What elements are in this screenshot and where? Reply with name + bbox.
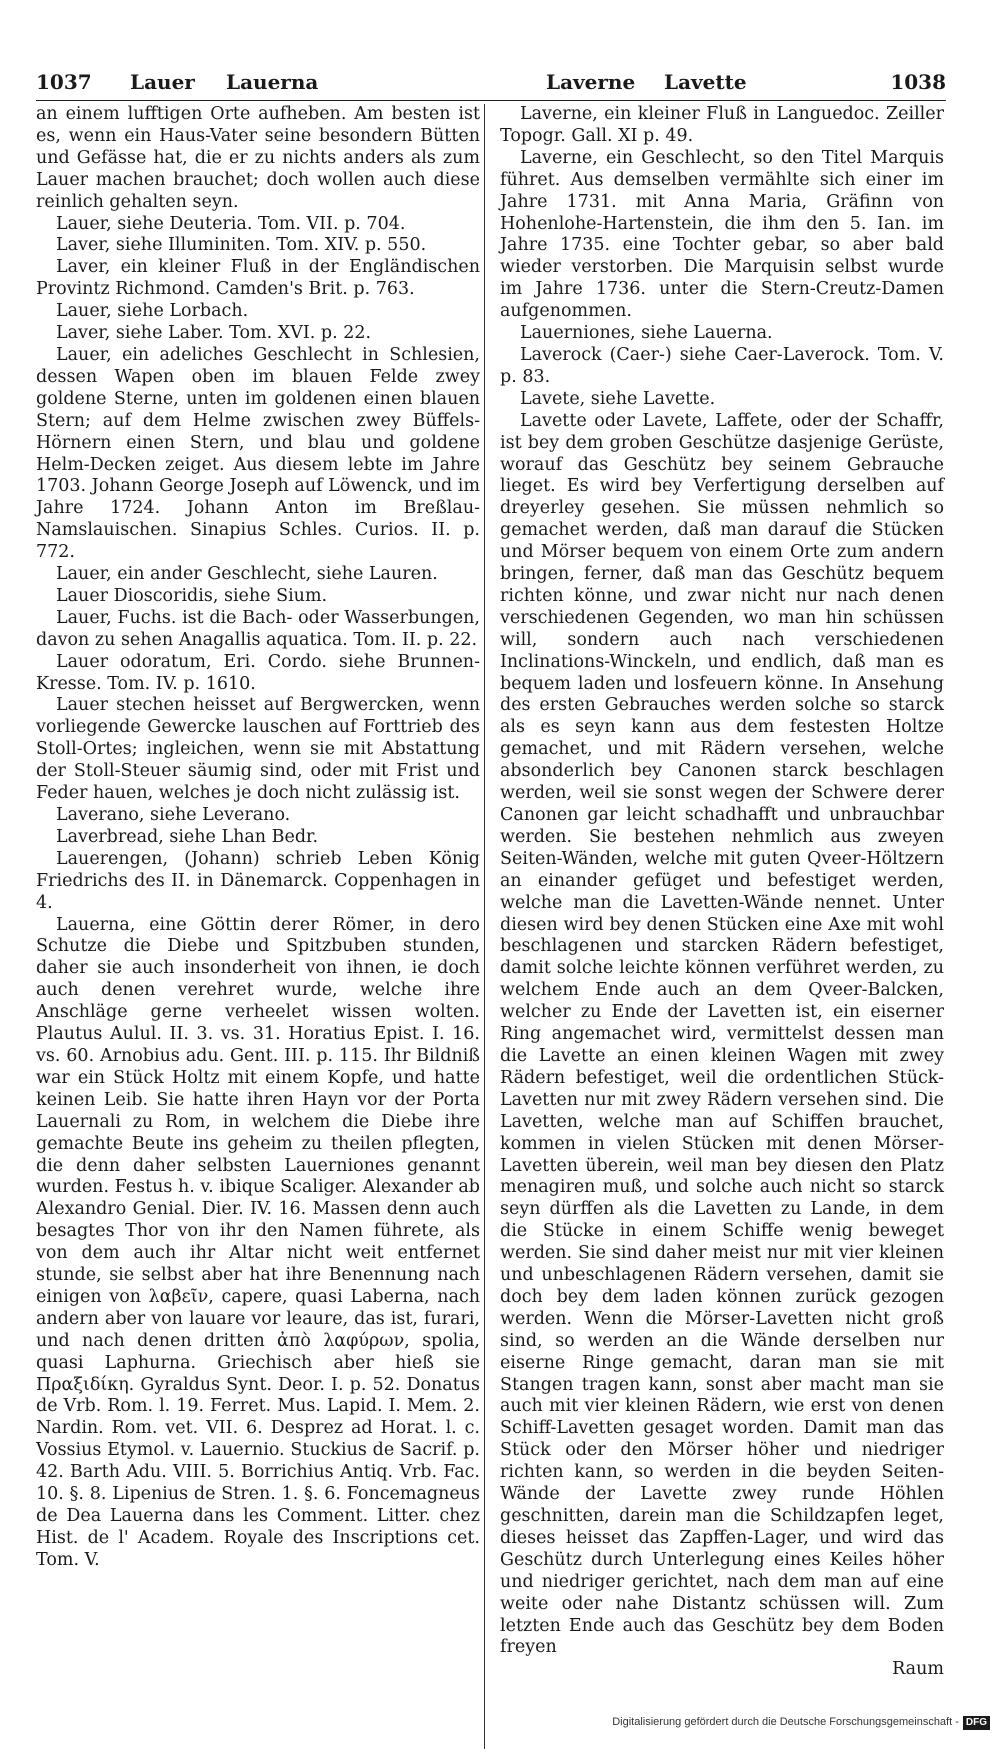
entry-paragraph: Lauer, siehe Lorbach. [56,301,249,322]
entry-paragraph: Lauer, ein adeliches Geschlecht in Schlesien, dessen Wapen oben im blauen Felde zwey goldene Sterne, unten im goldenen einen blauen Stern; auf dem Helme zwischen zwey Büffels-Hörnern einen Stern, und blau und goldene Helm-Decken zeiget. Aus diesem lebte im Jahre 1703. Johann George Joseph auf Löwenck, und im Jahre 1724. Johann Anton im Breßlau-Namslauischen. Sinapius Schles. Curios. II. p. 772. [36,344,480,563]
right-running-head-2: Lavette [664,70,747,94]
entry-paragraph: Lavete, siehe Lavette. [520,388,716,409]
left-column [36,104,480,1572]
catchword: Raum [892,1659,944,1680]
entry-paragraph: Lauerna, eine Göttin derer Römer, in dero Schutze die Diebe und Spitzbuben stunden, daher sie auch insonderheit von ihnen, ie doch auch denen verehret wurde, welche ihre Anschläge gerne verheelet wissen wolten. Plautus Aulul. II. 3. vs. 31. Horatius Epist. I. 16. vs. 60. Arnobius adu. Gent. III. p. 115. Ihr Bildniß war ein Stück Holtz mit einem Kopfe, und hatte keinen Leib. Sie hatte ihren Hayn vor der Porta Lauernali zu Rom, in welchem die Diebe ihre gemachte Beute ins geheim zu theilen pflegten, die denn daher selbsten Lauerniones genannt wurden. Festus h. v. ibique Scaliger. Alexander ab Alexandro Genial. Dier. IV. 16. Massen denn auch besagtes Thor von ihr den Namen führete, als von dem auch ihr Altar nicht weit entfernet stunde, sie selbst aber hat ihre Benennung nach einigen von λαβεῖν, capere, quasi Laberna, nach andern aber von lauare vor leaure, das ist, furari, und nach denen dritten ἀπὸ λαφύρων, spolia, quasi Laphurna. Griechisch aber hieß sie Πραξιδίκη. Gyraldus Synt. Deor. I. p. 52. Donatus de Vrb. Rom. l. 19. Ferret. Mus. Lapid. I. Mem. 2. Nardin. Rom. vet. VII. 6. Desprez ad Horat. l. c. Vossius Etymol. v. Lauernio. Stuckius de Sacrif. p. 42. Barth Adu. VIII. 5. Borrichius Antiq. Vrb. Fac. 10. §. 8. Lipenius de Stren. 1. §. 6. Foncemagneus de Dea Lauerna dans les Comment. Litter. chez Hist. de l' Academ. Royale des Inscriptions cet. Tom. V. [36,914,480,1570]
footer-text: Digitalisierung gefördert durch die Deutsche Forschungsgemeinschaft - [612,1716,959,1728]
right-page-number: 1038 [890,70,946,94]
entry-paragraph: Lauer Dioscoridis, siehe Sium. [56,585,328,606]
entry-paragraph: Laver, siehe Illuminiten. Tom. XIV. p. 550. [56,235,427,256]
right-running-head-1: Laverne [546,70,636,94]
left-running-head-1: Lauer [130,70,195,94]
entry-paragraph: Lauer, Fuchs. ist die Bach- oder Wasserbungen, davon zu sehen Anagallis aquatica. Tom. II. p. 22. [36,607,480,650]
entry-paragraph: Lauer odoratum, Eri. Cordo. siehe Brunnen-Kresse. Tom. IV. p. 1610. [36,651,480,694]
dfg-logo: DFG [963,1716,990,1730]
entry-paragraph: Laverne, ein kleiner Fluß in Languedoc. Zeiller Topogr. Gall. XI p. 49. [500,104,944,146]
left-page-number: 1037 [36,70,92,94]
column-divider [484,104,485,1749]
right-column [500,104,944,1681]
footer [0,1716,990,1734]
entry-paragraph: Lauer stechen heisset auf Bergwercken, wenn vorliegende Gewercke lauschen auf Forttrieb des Stoll-Ortes; ingleichen, wenn sie mit Abstattung der Stoll-Steuer säumig sind, oder mit Frist und Feder hauen, welches je doch nicht zulässig ist. [36,695,480,804]
entry-paragraph: Lavette oder Lavete, Laffete, oder der Schaffr, ist bey dem groben Geschütze dasjenige Gerüste, worauf das Geschütz bey seinem Gebrauche lieget. Es wird bey Verfertigung derselben auf dreyerley gesehen. Sie müssen nehmlich so gemachet werden, daß man darauf die Stücken und Mörser bequem von einem Orte zum andern bringen, ferner, daß man das Geschütz bequem richten könne, und zwar nicht nur nach denen verschiedenen Gegenden, wo man hin schüssen will, sondern auch nach verschiedenen Inclinations-Winckeln, und endlich, daß man es bequem laden und losfeuern könne. In Ansehung des ersten Gebrauches werden solche so starck als es seyn kann aus dem festesten Holtze gemachet, und mit Rädern versehen, welche absonderlich bey Canonen starck beschlagen werden, weil sie sonst wegen der Schwere derer Canonen gar leicht schadhafft und unbrauchbar werden. Sie bestehen nehmlich aus zweyen Seiten-Wänden, welche mit guten Qveer-Höltzern an einander gefüget und befestiget werden, welche man die Lavetten-Wände nennet. Unter diesen wird bey denen Stücken eine Axe mit wohl beschlagenen und starcken Rädern befestiget, damit solche leichte können verführet werden, zu welchem Ende auch an dem Qveer-Balcken, welcher zu Ende der Lavetten ist, ein eiserner Ring angemachet wird, vermittelst dessen man die Lavette an einen kleinen Wagen mit zwey Rädern befestiget, weil die ordentlichen Stück-Lavetten nur mit zwey Rädern versehen sind. Die Lavetten, welche man auf Schiffen brauchet, kommen in vielen Stücken mit denen Mörser-Lavetten überein, weil man bey diesen den Platz menagiren muß, und solche auch nicht so starck seyn dürffen als die Lavetten zu Lande, in dem die Stücke in einem Schiffe wenig beweget werden. Sie sind daher meist nur mit vier kleinen und unbeschlagenen Rädern versehen, damit sie doch bey dem laden können zurück gezogen werden. Wenn die Mörser-Lavetten nicht groß sind, so werden an die Wände derselben nur eiserne Ringe gemacht, daran man sie mit Stangen tragen kann, sonst aber macht man sie auch mit vier kleinen Rädern, wie erst von denen Schiff-Lavetten gesaget worden. Damit man das Stück oder den Mörser höher und niedriger richten kann, so werden in die beyden Seiten-Wände der Lavette zwey runde Höhlen geschnitten, darein man die Schildzapfen leget, dieses heisset das Zapffen-Lager, und wird das Geschütz durch Unterlegung eines Keiles höher und niedriger gerichtet, nach dem man auf eine weite oder nahe Distantz schüssen will. Zum letzten Ende auch das Geschütz bey dem Boden freyen [500,410,944,1658]
entry-paragraph: Laverano, siehe Leverano. [56,805,291,825]
entry-paragraph: Lauer, ein ander Geschlecht, siehe Lauren. [56,564,438,585]
page-header [36,70,946,100]
entry-paragraph: Laverbread, siehe Lhan Bedr. [56,826,319,847]
entry-paragraph: Laverne, ein Geschlecht, so den Titel Marquis führet. Aus demselben vermählte sich einer im Jahre 1731. mit Anna Maria, Gräfinn von Hohenlohe-Hartenstein, die ihm den 5. Ian. im Jahre 1735. eine Tochter gebar, so aber bald wieder verstorben. Die Marquisin selbst wurde im Jahre 1736. unter die Stern-Creutz-Damen aufgenommen. [500,147,944,322]
entry-paragraph: an einem lufftigen Orte aufheben. Am besten ist es, wenn ein Haus-Vater seine besondern Bütten und Gefässe hat, die er zu nichts anders als zum Lauer machen brauchet; doch wollen auch diese reinlich gehalten seyn. [36,104,480,212]
entry-paragraph: Laverock (Caer-) siehe Caer-Laverock. Tom. V. p. 83. [500,344,944,387]
entry-paragraph: Lauer, siehe Deuteria. Tom. VII. p. 704. [56,213,406,234]
entry-paragraph: Laver, ein kleiner Fluß in der Engländischen Provintz Richmond. Camden's Brit. p. 763. [36,257,480,300]
left-running-head-2: Lauerna [226,70,319,94]
entry-paragraph: Lauerniones, siehe Lauerna. [520,323,773,344]
header-rule [36,100,946,101]
entry-paragraph: Lauerengen, (Johann) schrieb Leben König Friedrichs des II. in Dänemarck. Coppenhagen in 4. [36,848,480,913]
entry-paragraph: Laver, siehe Laber. Tom. XVI. p. 22. [56,323,372,344]
